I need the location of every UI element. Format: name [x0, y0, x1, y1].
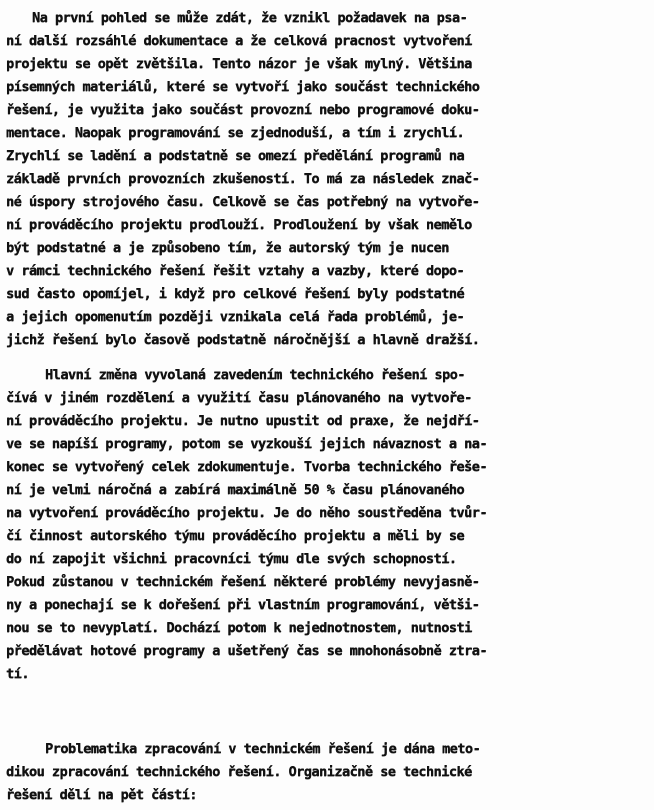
- text-line: ní prováděcího projektu prodlouží. Prodloužení by však nemělo: [6, 217, 472, 233]
- text-line: projektu se opět zvětšila. Tento názor je však mylný. Většina: [6, 56, 472, 72]
- text-line: nou se to nevyplatí. Dochází potom k nejednotnostem, nutnosti: [6, 620, 472, 636]
- text-line: řešení, je využita jako součást provozní nebo programové doku-: [6, 102, 480, 118]
- text-line: dikou zpracování technického řešení. Organizačně se technické: [6, 764, 472, 780]
- text-line: né úspory strojového času. Celkově se čas potřebný na vytvoře-: [6, 194, 480, 210]
- text-line: Zrychlí se ladění a podstatně se omezí předělání programů na: [6, 148, 465, 164]
- text-line: být podstatné a je způsobeno tím, že autorský tým je nucen: [6, 240, 449, 256]
- text-line: čí činnost autorského týmu prováděcího projektu a měli by se: [6, 528, 465, 544]
- text-line: základě prvních provozních zkušeností. To má za následek znač-: [6, 171, 480, 187]
- text-line: ní další rozsáhlé dokumentace a že celková pracnost vytvoření: [6, 33, 472, 49]
- text-line: Problematika zpracování v technickém řešení je dána meto-: [45, 741, 481, 757]
- text-line: jichž řešení bylo časově podstatně náročnější a hlavně dražší.: [6, 332, 480, 348]
- text-line: konec se vytvořený celek zdokumentuje. Tvorba technického řeše-: [6, 459, 487, 475]
- text-line: ní prováděcího projektu. Je nutno upustit od praxe, že nejdří-: [6, 413, 480, 429]
- text-line: Na první pohled se může zdát, že vznikl požadavek na psa-: [32, 10, 468, 26]
- text-line: v rámci technického řešení řešit vztahy a vazby, které dopo-: [6, 263, 465, 279]
- text-line: ní je velmi náročná a zabírá maximálně 50 % času plánovaného: [6, 482, 465, 498]
- text-line: písemných materiálů, které se vytvoří jako součást technického: [6, 79, 480, 95]
- text-line: mentace. Naopak programování se zjednoduší, a tím i zrychlí.: [6, 125, 465, 141]
- text-line: ve se napíší programy, potom se vyzkouší jejich návaznost a na-: [6, 436, 487, 452]
- text-line: sud často opomíjel, i když pro celkové řešení byly podstatné: [6, 286, 465, 302]
- text-line: předělávat hotové programy a ušetřený čas se mnohonásobně ztra-: [6, 643, 487, 659]
- text-line: a jejich opomenutím později vznikala celá řada problémů, je-: [6, 309, 465, 325]
- text-line: čívá v jiném rozdělení a využití času plánovaného na vytvoře-: [6, 390, 472, 406]
- text-line: Pokud zůstanou v technickém řešení některé problémy nevyjasně-: [6, 574, 480, 590]
- text-line: Hlavní změna vyvolaná zavedením technického řešení spo-: [45, 367, 465, 383]
- text-line: na vytvoření prováděcího projektu. Je do něho soustředěna tvůr-: [6, 505, 487, 521]
- text-line: řešení dělí na pět částí:: [6, 787, 197, 803]
- text-line: do ní zapojit všichni pracovníci týmu dle svých schopností.: [6, 551, 457, 567]
- text-line: tí.: [6, 666, 29, 682]
- text-line: ny a ponechají se k dořešení při vlastním programování, větši-: [6, 597, 480, 613]
